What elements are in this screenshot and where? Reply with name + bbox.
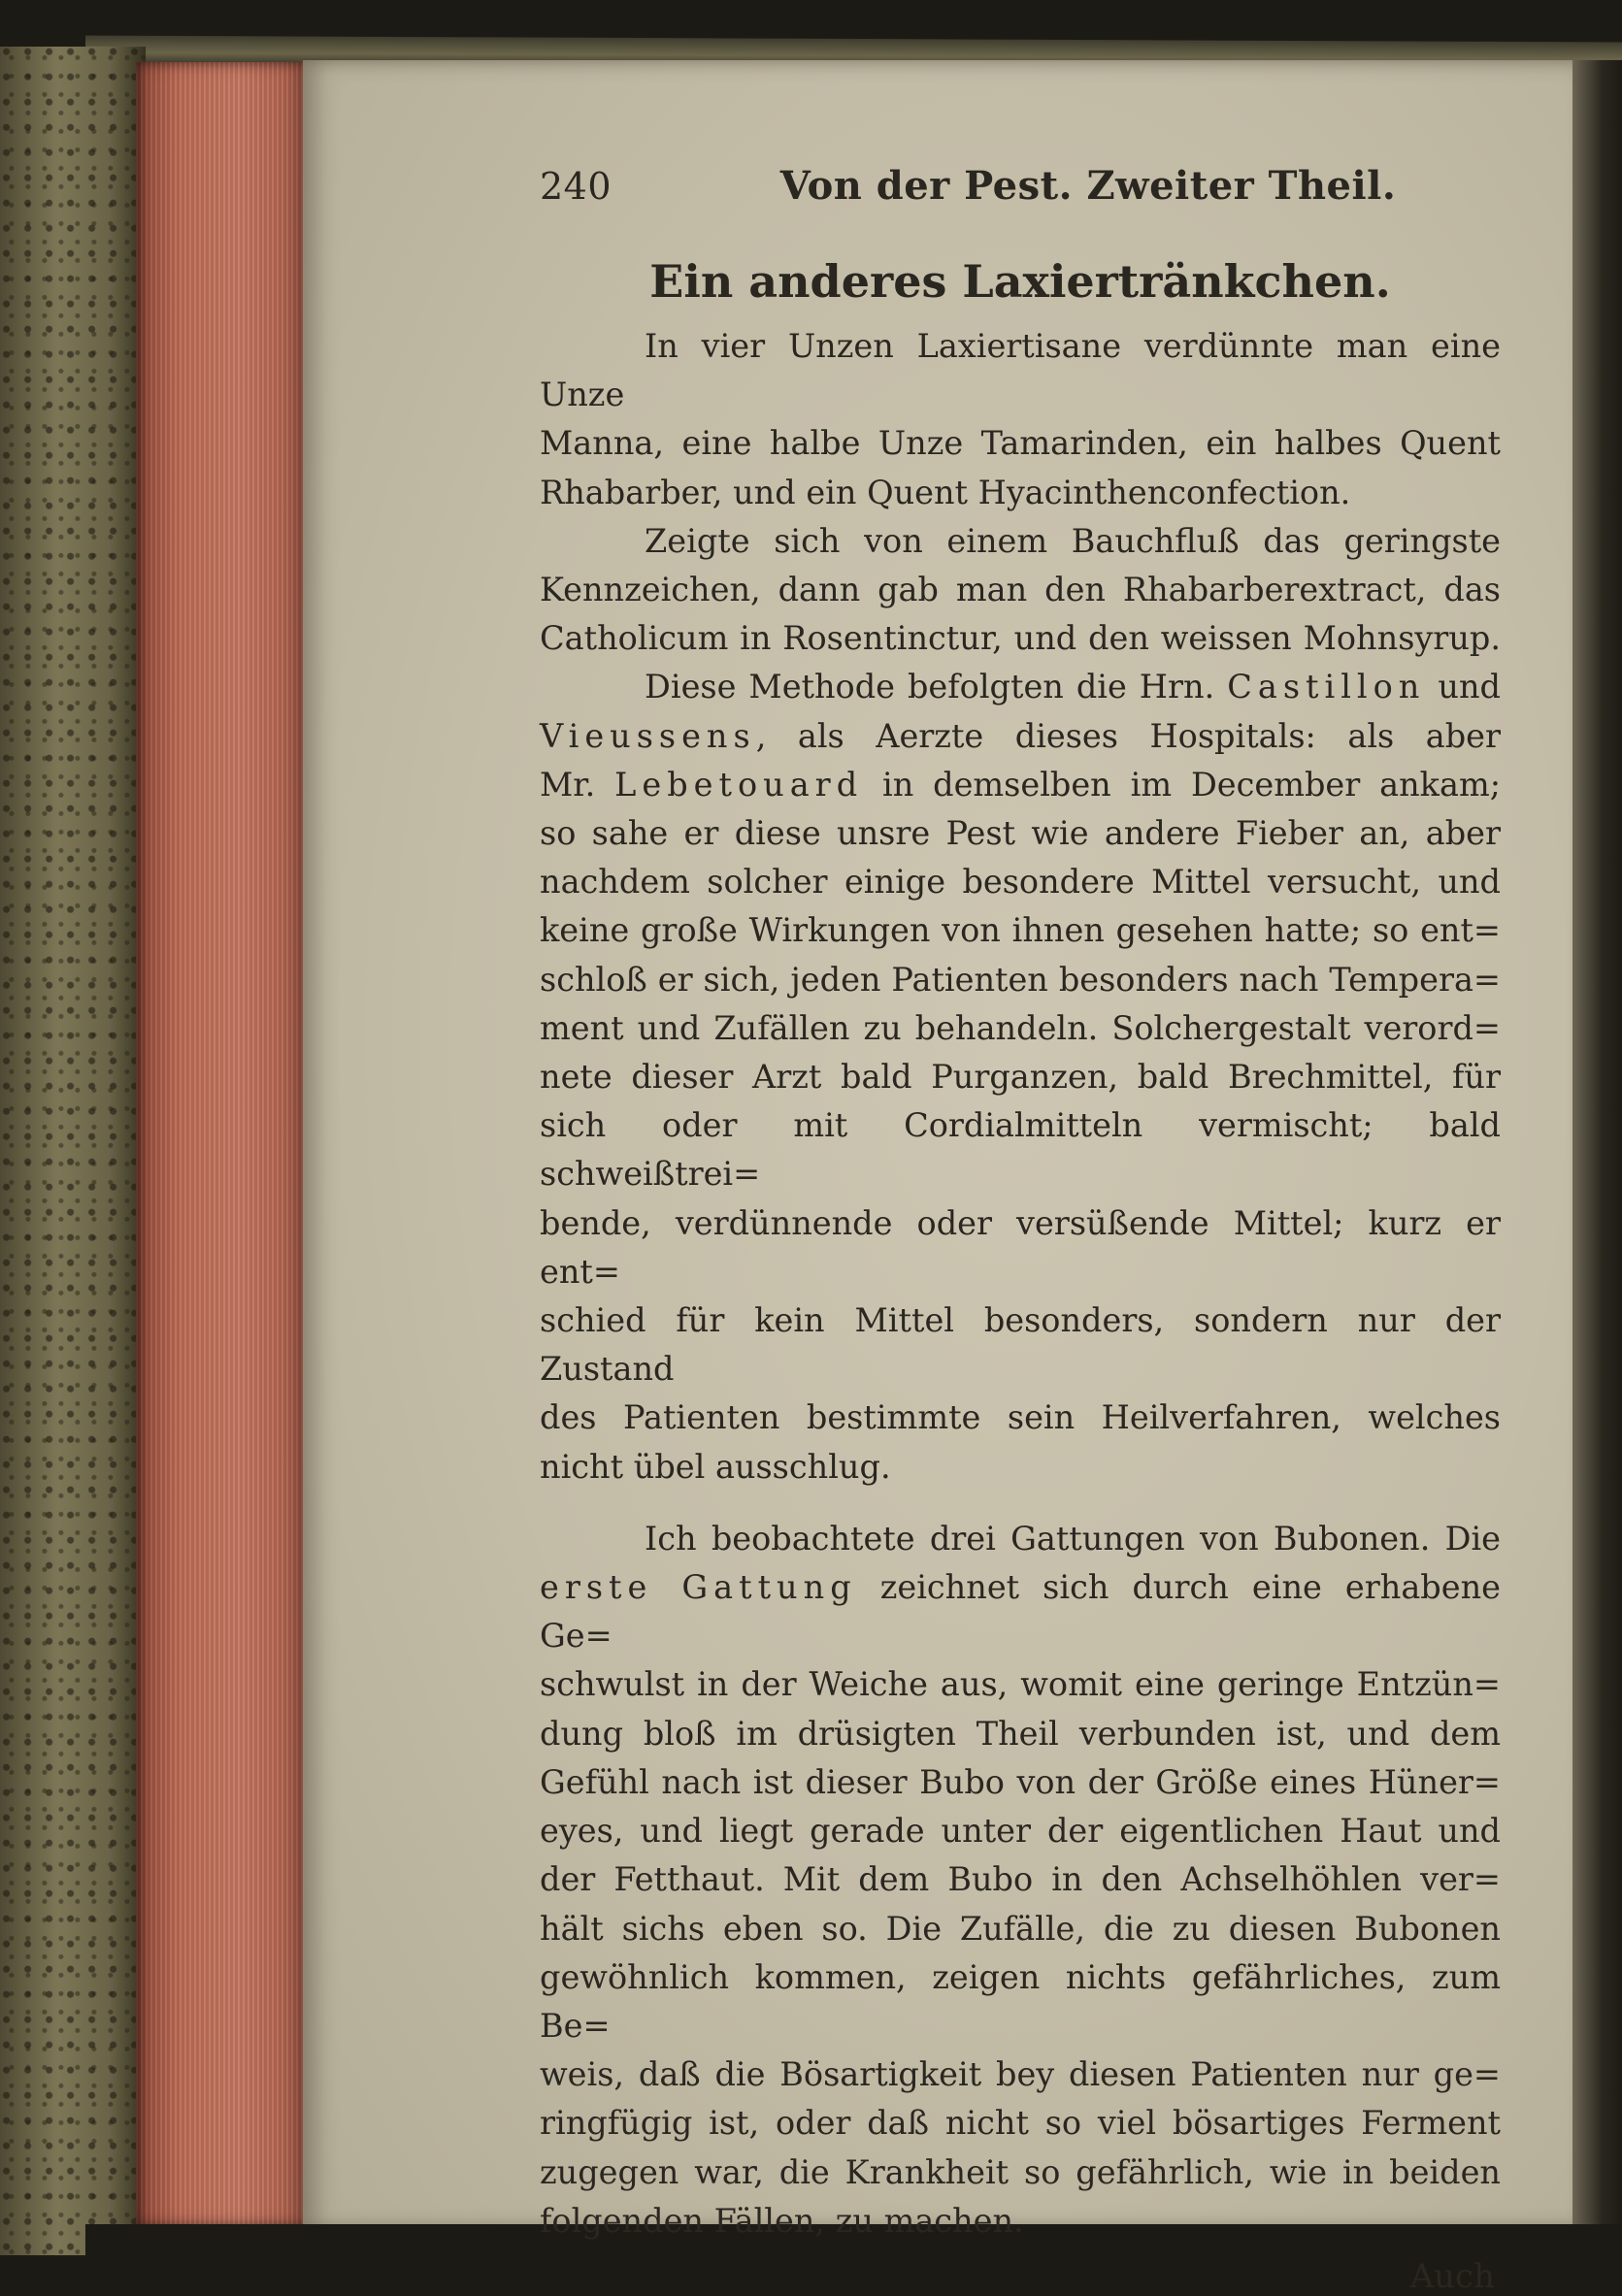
running-head	[540, 163, 1501, 239]
page-edges	[136, 62, 309, 2226]
text-line	[540, 712, 1501, 761]
paragraph-2	[540, 517, 1501, 664]
text-line: bende, verdünnende oder versüßende Mittel; kurz er ent=	[540, 1203, 1501, 1291]
text-line: ringfügig ist, oder daß nicht so viel bösartiges Ferment	[540, 2104, 1501, 2143]
text-run: und	[1438, 668, 1501, 706]
text-line	[540, 663, 1501, 711]
text-line: zugegen war, die Krankheit so gefährlich, wie in beiden	[540, 2152, 1501, 2191]
text-line: Manna, eine halbe Unze Tamarinden, ein halbes Quent	[540, 424, 1501, 463]
paragraph-3	[540, 663, 1501, 1491]
text-line: schied für kein Mittel besonders, sondern nur der Zustand	[540, 1301, 1501, 1389]
text-line: schwulst in der Weiche aus, womit eine geringe Entzün=	[540, 1665, 1501, 1704]
text-block	[540, 163, 1501, 2296]
emphasis: erste Gattung	[540, 1568, 857, 1607]
text-line: Kennzeichen, dann gab man den Rhabarberextract, das	[540, 571, 1501, 609]
page-number: 240	[540, 165, 612, 208]
running-title: Von der Pest. Zweiter Theil.	[779, 163, 1397, 209]
paragraph-1	[540, 322, 1501, 517]
text-line	[540, 1563, 1501, 1660]
text-line: eyes, und liegt gerade unter der eigentlichen Haut und	[540, 1812, 1501, 1851]
text-line: Rhabarber, und ein Quent Hyacinthenconfection.	[540, 473, 1351, 511]
text-run: Diese Methode befolgten die Hrn.	[645, 668, 1215, 706]
text-line: Catholicum in Rosentinctur, und den weissen Mohnsyrup.	[540, 619, 1501, 658]
text-line: sich oder mit Cordialmitteln vermischt; bald schweißtrei=	[540, 1106, 1501, 1194]
text-line: Zeigte sich von einem Bauchfluß das geringste	[645, 521, 1501, 560]
text-line: folgenden Fällen, zu machen.	[540, 2201, 1024, 2240]
text-line: gewöhnlich kommen, zeigen nichts gefährliches, zum Be=	[540, 1957, 1501, 2045]
text-line: weis, daß die Bösartigkeit bey diesen Patienten nur ge=	[540, 2055, 1501, 2094]
catchword: Auch	[1409, 2256, 1495, 2296]
text-line: keine große Wirkungen von ihnen gesehen hatte; so ent=	[540, 911, 1501, 950]
person-name: Lebetouard	[614, 765, 864, 804]
text-line: schloß er sich, jeden Patienten besonders nach Tempera=	[540, 960, 1501, 999]
text-line: nachdem solcher einige besondere Mittel versucht, und	[540, 863, 1501, 902]
text-line: Gefühl nach ist dieser Bubo von der Größe eines Hüner=	[540, 1762, 1501, 1801]
text-line: ment und Zufällen zu behandeln. Solchergestalt verord=	[540, 1008, 1501, 1047]
text-line: so sahe er diese unsre Pest wie andere Fieber an, aber	[540, 814, 1501, 853]
paragraph-4	[540, 1515, 1501, 2246]
text-line	[540, 761, 1501, 809]
cover-board-left	[0, 47, 146, 2255]
person-name: Castillon	[1227, 668, 1426, 706]
text-line: In vier Unzen Laxiertisane verdünnte man eine Unze	[540, 327, 1501, 414]
text-line: dung bloß im drüsigten Theil verbunden ist, und dem	[540, 1714, 1501, 1753]
text-run: , als Aerzte dieses Hospitals: als aber	[755, 716, 1501, 755]
text-run: Mr.	[540, 765, 596, 804]
text-line: nete dieser Arzt bald Purganzen, bald Brechmittel, für	[540, 1058, 1501, 1097]
text-line: Ich beobachtete drei Gattungen von Bubonen. Die	[645, 1519, 1501, 1558]
text-line: nicht übel ausschlug.	[540, 1447, 891, 1486]
text-line: hält sichs eben so. Die Zufälle, die zu diesen Bubonen	[540, 1909, 1501, 1948]
gutter-shadow	[1572, 60, 1622, 2255]
text-run: zeichnet sich durch eine erhabene Ge=	[540, 1568, 1501, 1656]
section-heading: Ein anderes Laxiertränkchen.	[649, 255, 1391, 308]
text-line: der Fetthaut. Mit dem Bubo in den Achselhöhlen ver=	[540, 1860, 1501, 1899]
person-name: Vieussens	[540, 716, 756, 755]
text-line: des Patienten bestimmte sein Heilverfahren, welches	[540, 1398, 1501, 1437]
text-run: in demselben im December ankam;	[882, 765, 1501, 804]
